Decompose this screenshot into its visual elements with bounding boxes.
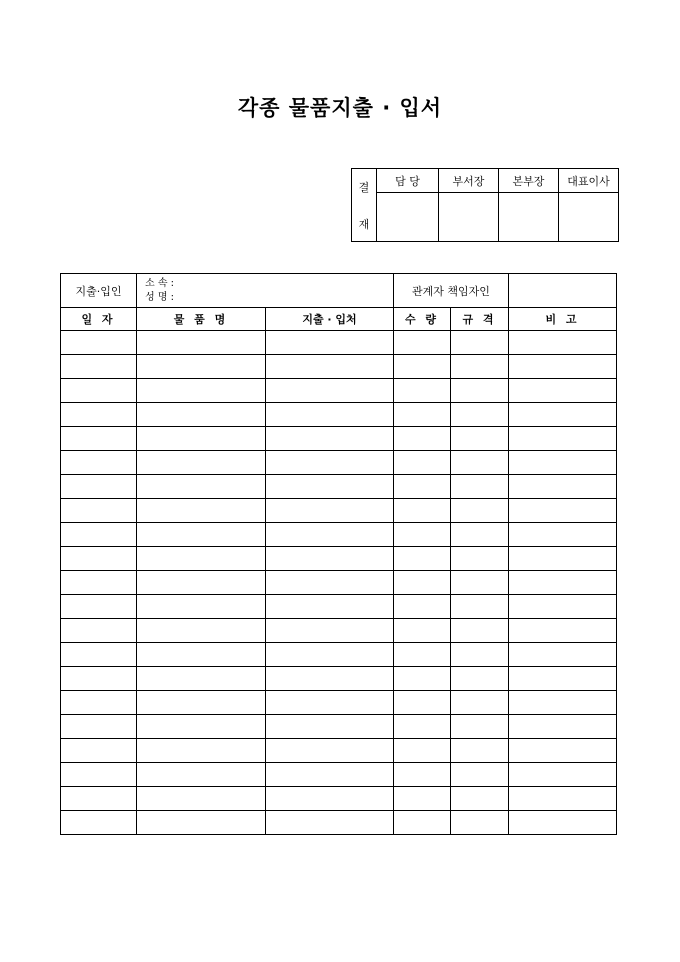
affiliation-label: 소 속 : [145,277,175,289]
date-cell[interactable] [61,499,137,523]
item-name-cell[interactable] [137,595,266,619]
document-title: 각종 물품지출 · 입서 [237,96,443,120]
remarks-cell[interactable] [509,739,617,763]
item-name-cell[interactable] [137,787,266,811]
spec-cell[interactable] [451,643,509,667]
item-name-cell[interactable] [137,523,266,547]
table-row [61,595,617,619]
header-quantity: 수 량 [394,308,451,331]
table-row [61,547,617,571]
quantity-cell[interactable] [394,667,451,691]
source-cell[interactable] [266,403,394,427]
item-name-cell[interactable] [137,475,266,499]
quantity-cell[interactable] [394,595,451,619]
item-name-cell[interactable] [137,427,266,451]
quantity-cell[interactable] [394,787,451,811]
remarks-cell[interactable] [509,595,617,619]
approval-side-char-1: 결 [358,181,370,194]
approval-sign-dept-head[interactable] [439,193,499,242]
source-cell[interactable] [266,475,394,499]
remarks-cell[interactable] [509,811,617,835]
ledger-table [60,273,617,835]
remarks-cell[interactable] [509,331,617,355]
quantity-cell[interactable] [394,619,451,643]
source-cell[interactable] [266,691,394,715]
date-cell[interactable] [61,691,137,715]
source-cell[interactable] [266,643,394,667]
item-name-cell[interactable] [137,811,266,835]
item-name-cell[interactable] [137,715,266,739]
date-cell[interactable] [61,379,137,403]
source-cell[interactable] [266,667,394,691]
remarks-cell[interactable] [509,787,617,811]
spec-cell[interactable] [451,739,509,763]
date-cell[interactable] [61,667,137,691]
spec-cell[interactable] [451,715,509,739]
approval-sign-staff[interactable] [377,193,439,242]
item-name-cell[interactable] [137,451,266,475]
date-cell[interactable] [61,811,137,835]
approval-header-staff: 담 당 [377,169,439,193]
table-row [61,667,617,691]
source-cell[interactable] [266,595,394,619]
date-cell[interactable] [61,763,137,787]
outgoing-label: 지출·입인 [61,274,137,308]
date-cell[interactable] [61,643,137,667]
table-row [61,451,617,475]
approval-side-char-2: 재 [358,218,370,231]
approval-side-label [352,169,377,242]
table-row [61,427,617,451]
approval-header-dept-head: 부서장 [439,169,499,193]
date-cell[interactable] [61,547,137,571]
date-cell[interactable] [61,403,137,427]
source-cell[interactable] [266,379,394,403]
date-cell[interactable] [61,715,137,739]
spec-cell[interactable] [451,403,509,427]
source-cell[interactable] [266,619,394,643]
quantity-cell[interactable] [394,451,451,475]
quantity-cell[interactable] [394,379,451,403]
item-name-cell[interactable] [137,499,266,523]
source-cell[interactable] [266,499,394,523]
source-cell[interactable] [266,427,394,451]
column-header-row [61,308,617,331]
table-row [61,739,617,763]
quantity-cell[interactable] [394,403,451,427]
item-name-cell[interactable] [137,331,266,355]
remarks-cell[interactable] [509,403,617,427]
source-cell[interactable] [266,787,394,811]
date-cell[interactable] [61,331,137,355]
table-row [61,331,617,355]
table-row [61,763,617,787]
spec-cell[interactable] [451,475,509,499]
approval-header-ceo: 대표이사 [559,169,619,193]
source-cell[interactable] [266,331,394,355]
item-name-cell[interactable] [137,355,266,379]
source-cell[interactable] [266,523,394,547]
date-cell[interactable] [61,787,137,811]
source-cell[interactable] [266,811,394,835]
date-cell[interactable] [61,427,137,451]
table-row [61,355,617,379]
item-name-cell[interactable] [137,739,266,763]
remarks-cell[interactable] [509,475,617,499]
item-name-cell[interactable] [137,403,266,427]
remarks-cell[interactable] [509,523,617,547]
spec-cell[interactable] [451,691,509,715]
remarks-cell[interactable] [509,763,617,787]
spec-cell[interactable] [451,427,509,451]
spec-cell[interactable] [451,571,509,595]
spec-cell[interactable] [451,595,509,619]
header-date: 일 자 [61,308,137,331]
remarks-cell[interactable] [509,355,617,379]
date-cell[interactable] [61,619,137,643]
quantity-cell[interactable] [394,427,451,451]
approval-header-division-head: 본부장 [499,169,559,193]
info-row [61,274,617,308]
table-row [61,499,617,523]
quantity-cell[interactable] [394,475,451,499]
spec-cell[interactable] [451,787,509,811]
affiliation-cell[interactable] [137,274,394,308]
spec-cell[interactable] [451,499,509,523]
quantity-cell[interactable] [394,739,451,763]
remarks-cell[interactable] [509,571,617,595]
header-remarks: 비 고 [509,308,617,331]
table-row [61,643,617,667]
table-row [61,403,617,427]
table-row [61,619,617,643]
header-spec: 규 격 [451,308,509,331]
source-cell[interactable] [266,451,394,475]
quantity-cell[interactable] [394,331,451,355]
table-row [61,523,617,547]
table-row [61,715,617,739]
spec-cell[interactable] [451,379,509,403]
spec-cell[interactable] [451,619,509,643]
header-item-name: 물 품 명 [137,308,266,331]
remarks-cell[interactable] [509,379,617,403]
quantity-cell[interactable] [394,355,451,379]
source-cell[interactable] [266,763,394,787]
date-cell[interactable] [61,571,137,595]
spec-cell[interactable] [451,355,509,379]
remarks-cell[interactable] [509,547,617,571]
date-cell[interactable] [61,355,137,379]
table-row [61,571,617,595]
source-cell[interactable] [266,547,394,571]
spec-cell[interactable] [451,331,509,355]
quantity-cell[interactable] [394,643,451,667]
remarks-cell[interactable] [509,643,617,667]
source-cell[interactable] [266,571,394,595]
spec-cell[interactable] [451,763,509,787]
item-name-cell[interactable] [137,667,266,691]
item-name-cell[interactable] [137,643,266,667]
source-cell[interactable] [266,715,394,739]
table-row [61,379,617,403]
remarks-cell[interactable] [509,691,617,715]
quantity-cell[interactable] [394,547,451,571]
remarks-cell[interactable] [509,667,617,691]
item-name-cell[interactable] [137,547,266,571]
item-name-cell[interactable] [137,379,266,403]
approval-sign-division-head[interactable] [499,193,559,242]
quantity-cell[interactable] [394,811,451,835]
item-name-cell[interactable] [137,571,266,595]
item-name-cell[interactable] [137,691,266,715]
quantity-cell[interactable] [394,763,451,787]
item-name-cell[interactable] [137,619,266,643]
ledger-body [61,331,617,835]
header-source: 지출 · 입처 [266,308,394,331]
responsible-value[interactable] [509,274,617,308]
quantity-cell[interactable] [394,571,451,595]
approval-sign-ceo[interactable] [559,193,619,242]
spec-cell[interactable] [451,451,509,475]
remarks-cell[interactable] [509,427,617,451]
date-cell[interactable] [61,523,137,547]
remarks-cell[interactable] [509,451,617,475]
spec-cell[interactable] [451,523,509,547]
responsible-label: 관계자 책임자인 [394,274,509,308]
quantity-cell[interactable] [394,691,451,715]
spec-cell[interactable] [451,667,509,691]
source-cell[interactable] [266,355,394,379]
date-cell[interactable] [61,739,137,763]
quantity-cell[interactable] [394,523,451,547]
remarks-cell[interactable] [509,499,617,523]
spec-cell[interactable] [451,811,509,835]
quantity-cell[interactable] [394,715,451,739]
quantity-cell[interactable] [394,499,451,523]
spec-cell[interactable] [451,547,509,571]
remarks-cell[interactable] [509,619,617,643]
source-cell[interactable] [266,739,394,763]
remarks-cell[interactable] [509,715,617,739]
name-label: 성 명 : [145,291,175,303]
table-row [61,691,617,715]
date-cell[interactable] [61,595,137,619]
date-cell[interactable] [61,475,137,499]
table-row [61,811,617,835]
table-row [61,787,617,811]
item-name-cell[interactable] [137,763,266,787]
approval-block [351,168,619,242]
date-cell[interactable] [61,451,137,475]
table-row [61,475,617,499]
